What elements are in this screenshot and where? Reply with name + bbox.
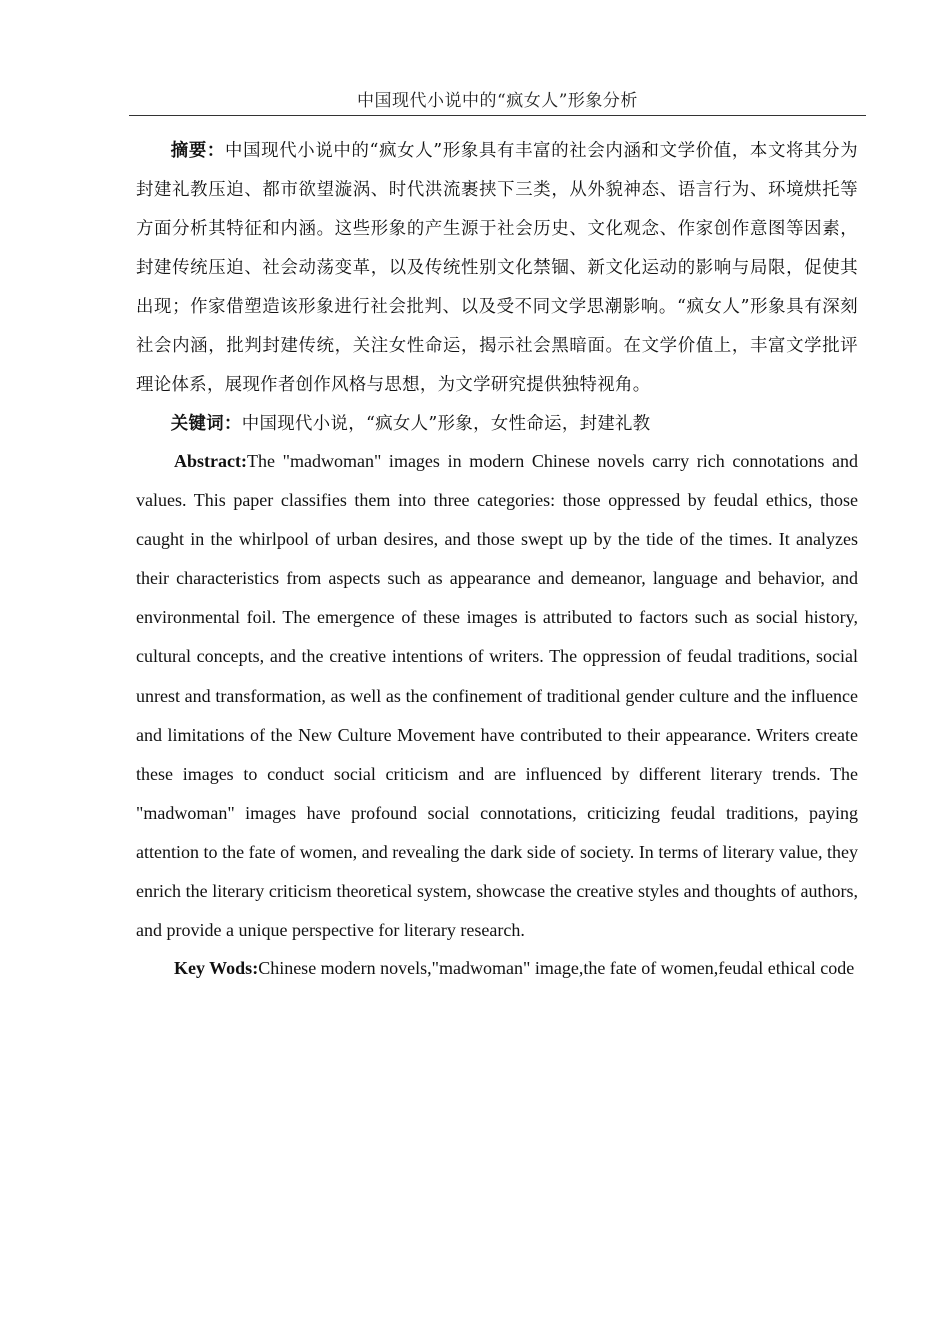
chinese-abstract-label: 摘要： xyxy=(170,141,225,161)
english-keywords-text: Chinese modern novels,"madwoman" image,the fate of women,feudal ethical code xyxy=(258,958,855,979)
chinese-keywords-text: 中国现代小说，“疯女人”形象，女性命运，封建礼教 xyxy=(241,414,651,434)
chinese-abstract-text: 中国现代小说中的“疯女人”形象具有丰富的社会内涵和文学价值，本文将其分为封建礼教压迫、都市欲望漩涡、时代洪流裹挟下三类，从外貌神态、语言行为、环境烘托等方面分析其特征和内涵。这些形象的产生源于社会历史、文化观念、作家创作意图等因素，封建传统压迫、社会动荡变革，以及传统性别文化禁锢、新文化运动的影响与局限，促使其出现；作家借塑造该形象进行社会批判、以及受不同文学思潮影响。“疯女人”形象具有深刻社会内涵，批判封建传统，关注女性命运，揭示社会黑暗面。在文学价值上，丰富文学批评理论体系，展现作者创作风格与思想，为文学研究提供独特视角。 xyxy=(136,141,858,395)
document-body xyxy=(136,132,858,988)
chinese-abstract xyxy=(136,132,858,405)
running-header xyxy=(129,88,866,116)
english-abstract xyxy=(136,442,858,950)
english-keywords-label: Key Wods: xyxy=(174,958,259,979)
chinese-keywords xyxy=(136,405,858,444)
chinese-keywords-label: 关键词： xyxy=(170,414,242,434)
running-header-title: 中国现代小说中的“疯女人”形象分析 xyxy=(357,91,638,111)
english-abstract-label: Abstract: xyxy=(174,451,247,471)
english-abstract-text: The "madwoman" images in modern Chinese novels carry rich connotations and values. This paper classifies them into three categories: those oppressed by feudal ethics, those caught in the whirlpool of urban desires, and those swept up by the tide of the times. It analyzes their characteristics from aspects such as appearance and demeanor, language and behavior, and environmental foil. The emergence of these images is attributed to factors such as social history, cultural concepts, and the creative intentions of writers. The oppression of feudal traditions, social unrest and transformation, as well as the confinement of traditional gender culture and the influence and limitations of the New Culture Movement have contributed to their appearance. Writers create these images to conduct social criticism and are influenced by different literary trends. The "madwoman" images have profound social connotations, criticizing feudal traditions, paying attention to the fate of women, and revealing the dark side of society. In terms of literary value, they enrich the literary criticism theoretical system, showcase the creative styles and thoughts of authors, and provide a unique perspective for literary research. xyxy=(136,451,858,941)
english-keywords xyxy=(136,949,858,988)
